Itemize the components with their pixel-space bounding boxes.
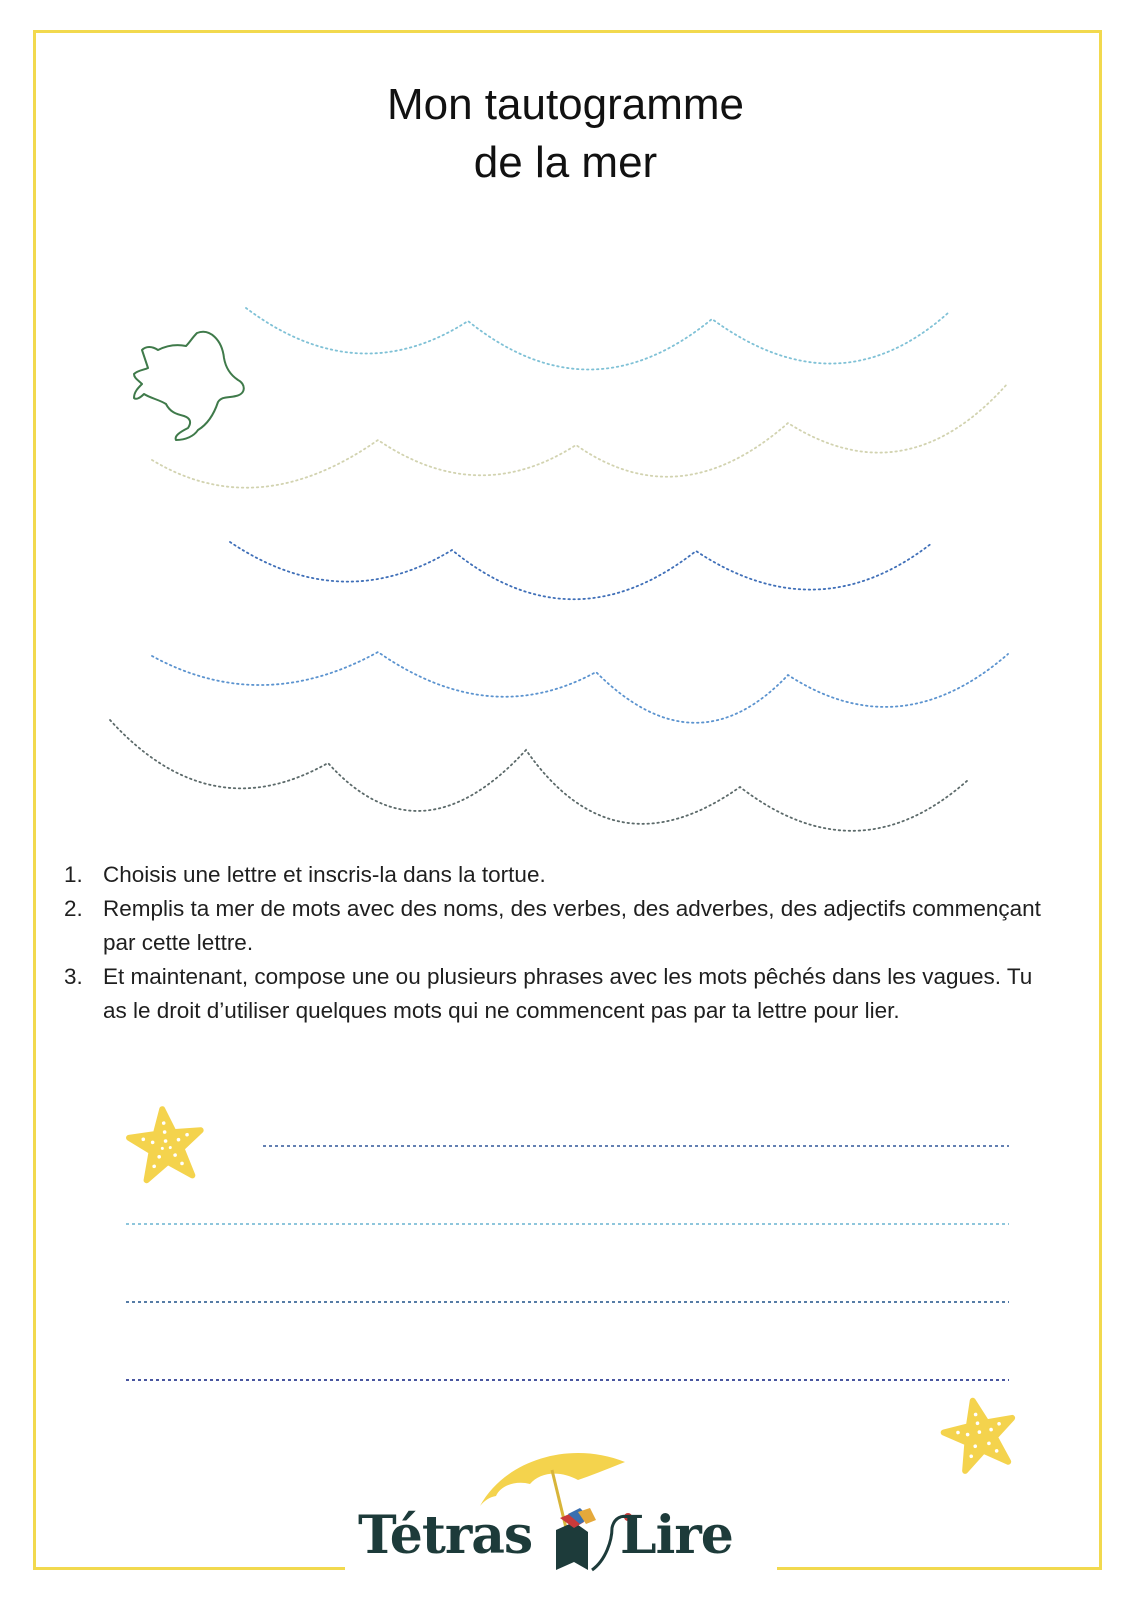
page-title-line-1: Mon tautogramme (386, 80, 745, 129)
turtle-icon (134, 332, 244, 440)
starfish-icon (126, 1105, 205, 1181)
instruction-item (64, 960, 1054, 1028)
publisher-logo (358, 1505, 778, 1575)
instruction-number: 2. (64, 896, 83, 921)
logo-word-right: Lire (620, 1505, 733, 1566)
writing-lines (126, 1146, 1009, 1380)
instruction-text: Choisis une lettre et inscris-la dans la tortue. (103, 862, 546, 887)
instruction-number: 3. (64, 964, 83, 989)
wave-line-5 (110, 720, 968, 831)
starfish-icon (938, 1393, 1020, 1473)
instruction-item (64, 858, 1054, 892)
wave-line-2 (152, 383, 1008, 488)
instruction-number: 1. (64, 862, 83, 887)
instruction-text: Remplis ta mer de mots avec des noms, des verbes, des adverbes, des adjectifs commençant par cette lettre. (103, 896, 1041, 955)
wave-line-1 (246, 308, 948, 370)
waves (110, 308, 1008, 831)
instruction-text: Et maintenant, compose une ou plusieurs phrases avec les mots pêchés dans les vagues. Tu as le droit d’utiliser quelques mots qui ne commencent pas par ta lettre pour lier. (103, 964, 1033, 1023)
wave-line-4 (152, 652, 1008, 723)
logo-word-left: Tétras (358, 1505, 533, 1566)
wave-line-3 (230, 542, 932, 599)
instructions-list (64, 858, 1054, 1028)
page-title-line-2: de la mer (473, 138, 658, 187)
instruction-item (64, 892, 1054, 960)
